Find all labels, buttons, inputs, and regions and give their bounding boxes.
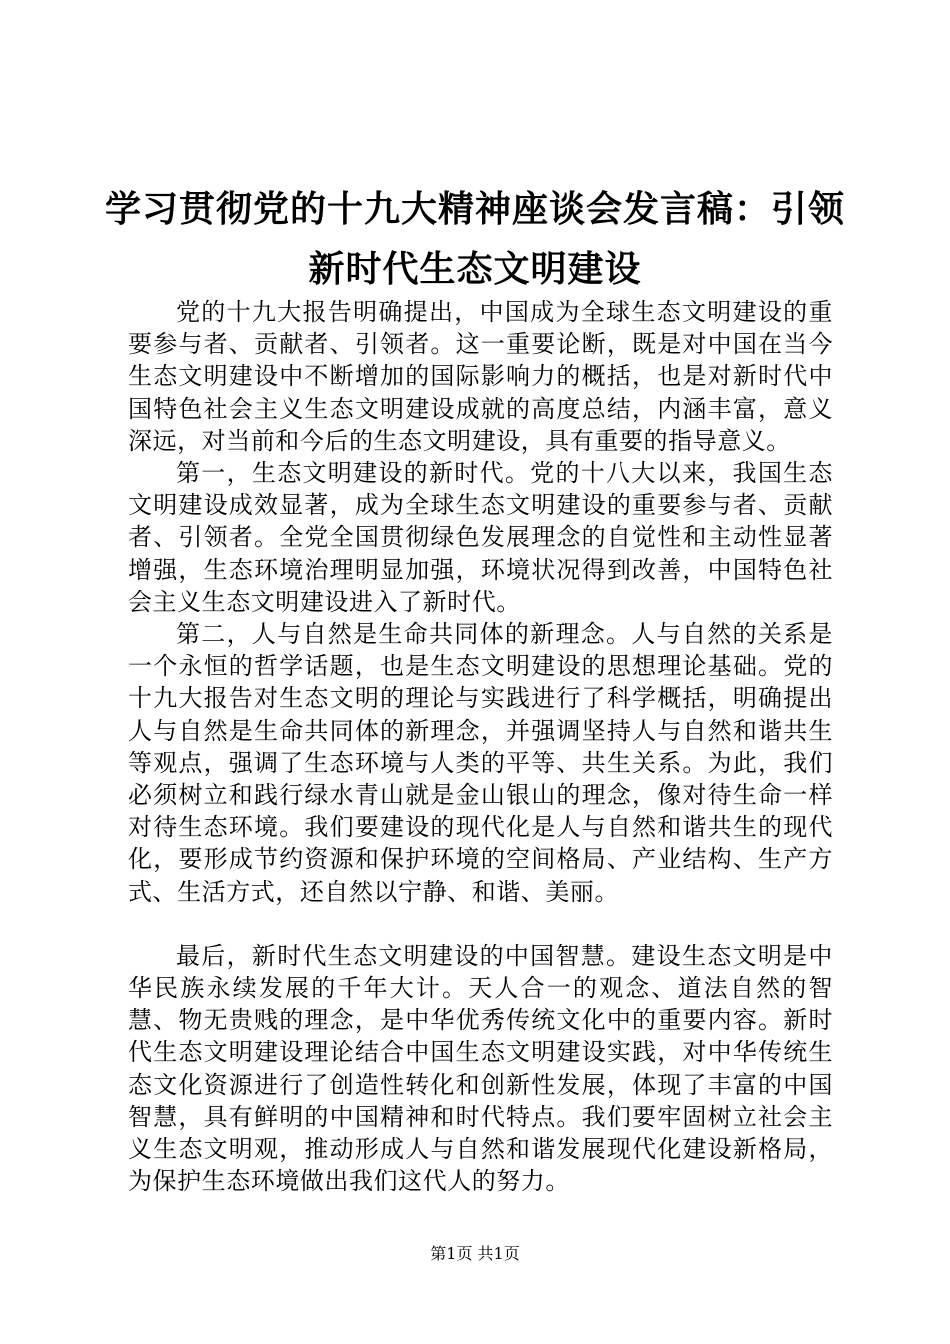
paragraph-intro: 党的十九大报告明确提出，中国成为全球生态文明建设的重要参与者、贡献者、引领者。这一重要论断，既是对中国在当今生态文明建设中不断增加的国际影响力的概括，也是对新时代中国特色社会主义生态文明建设成就的高度总结，内涵丰富，意义深远，对当前和今后的生态文明建设，具有重要的指导意义。 (128, 298, 833, 455)
document-title-line-1: 学习贯彻党的十九大精神座谈会发言稿：引领 (104, 189, 845, 230)
document-title-line-2: 新时代生态文明建设 (308, 249, 642, 290)
page-footer: 第1页 共1页 (430, 1244, 520, 1263)
paragraph-last: 最后，新时代生态文明建设的中国智慧。建设生态文明是中华民族永续发展的千年大计。天人合一的观念、道法自然的智慧、物无贵贱的理念，是中华优秀传统文化中的重要内容。新时代生态文明建设理论结合中国生态文明建设实践，对中华传统生态文化资源进行了创造性转化和创新性发展，体现了丰富的中国智慧，具有鲜明的中国精神和时代特点。我们要牢固树立社会主义生态文明观，推动形成人与自然和谐发展现代化建设新格局，为保护生态环境做出我们这代人的努力。 (128, 941, 833, 1196)
document-body (128, 296, 833, 1197)
paragraph-first: 第一，生态文明建设的新时代。党的十八大以来，我国生态文明建设成效显著，成为全球生态文明建设的重要参与者、贡献者、引领者。全党全国贯彻绿色发展理念的自觉性和主动性显著增强，生态环境治理明显加强，环境状况得到改善，中国特色社会主义生态文明建设进入了新时代。 (128, 459, 833, 616)
paragraph-second: 第二，人与自然是生命共同体的新理念。人与自然的关系是一个永恒的哲学话题，也是生态文明建设的思想理论基础。党的十九大报告对生态文明的理论与实践进行了科学概括，明确提出人与自然是生命共同体的新理念，并强调坚持人与自然和谐共生等观点，强调了生态环境与人类的平等、共生关系。为此，我们必须树立和践行绿水青山就是金山银山的理念，像对待生命一样对待生态环境。我们要建设的现代化是人与自然和谐共生的现代化，要形成节约资源和保护环境的空间格局、产业结构、生产方式、生活方式，还自然以宁静、和谐、美丽。 (128, 620, 833, 906)
